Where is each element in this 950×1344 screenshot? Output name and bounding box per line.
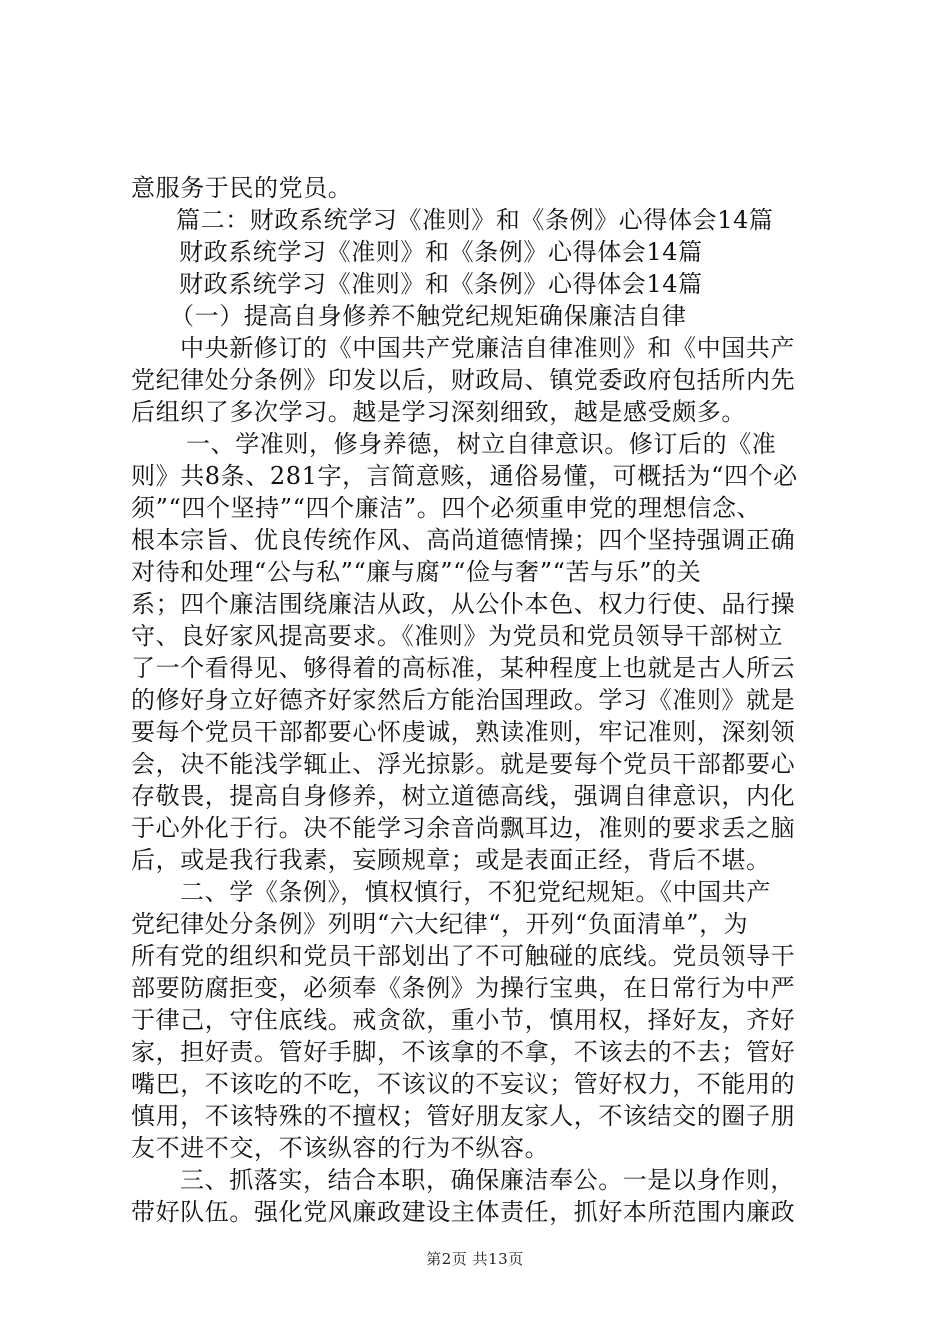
text-line: 三、抓落实，结合本职，确保廉洁奉公。一是以身作则， [180, 1166, 795, 1194]
text-line: 所有党的组织和党员干部划出了不可触碰的底线。党员领导干 [131, 942, 796, 970]
section-heading: 财政系统学习《准则》和《条例》心得体会14篇 [179, 238, 703, 266]
text-line: 存敬畏，提高自身修养，树立道德高线，强调自律意识，内化 [131, 782, 796, 810]
text-line: 慎用，不该特殊的不擅权；管好朋友家人，不该结交的圈子朋 [131, 1102, 796, 1130]
text-line: 于心外化于行。决不能学习余音尚飘耳边，准则的要求丢之脑 [131, 814, 796, 842]
text-line: 守、良好家风提高要求。《准则》为党员和党员领导干部树立 [131, 622, 784, 650]
text-line: 会，决不能浅学辄止、浮光掠影。就是要每个党员干部都要心 [131, 750, 796, 778]
text-line: 根本宗旨、优良传统作风、高尚道德情操；四个坚持强调正确 [131, 526, 796, 554]
text-line: 后组织了多次学习。越是学习深刻细致，越是感受颇多。 [131, 398, 746, 426]
text-line: 了一个看得见、够得着的高标准，某种程度上也就是古人所云 [131, 654, 796, 682]
text-line: 党纪律处分条例》列明“六大纪律“，开列“负面清单”，为 [131, 910, 749, 938]
text-line: 意服务于民的党员。 [131, 174, 353, 202]
text-line: 二、学《条例》，慎权慎行，不犯党纪规矩。《中国共产 [180, 878, 771, 906]
section-heading: 篇二：财政系统学习《准则》和《条例》心得体会14篇 [176, 206, 774, 234]
text-line: 系；四个廉洁围绕廉洁从政，从公仆本色、权力行使、品行操 [131, 590, 796, 618]
subsection-heading: （一）提高自身修养不触党纪规矩确保廉洁自律 [170, 302, 687, 330]
text-line: 须”“四个坚持”“四个廉洁”。四个必须重申党的理想信念、 [131, 494, 762, 522]
section-heading: 财政系统学习《准则》和《条例》心得体会14篇 [179, 270, 703, 298]
text-line: 于律己，守住底线。戒贪欲，重小节，慎用权，择好友，齐好 [131, 1006, 796, 1034]
text-line: 带好队伍。强化党风廉政建设主体责任，抓好本所范围内廉政 [131, 1198, 796, 1226]
text-line: 后，或是我行我素，妄顾规章；或是表面正经，背后不堪。 [131, 846, 771, 874]
text-line: 部要防腐拒变，必须奉《条例》为操行宝典，在日常行为中严 [131, 974, 796, 1002]
text-line: 一、学准则，修身养德，树立自律意识。修订后的《准 [186, 430, 777, 458]
page-number-footer: 第2页 共13页 [426, 1250, 524, 1268]
text-line: 中央新修订的《中国共产党廉洁自律准则》和《中国共产 [180, 334, 795, 362]
text-line: 友不进不交，不该纵容的行为不纵容。 [131, 1134, 550, 1162]
text-line: 的修好身立好德齐好家然后方能治国理政。学习《准则》就是 [131, 686, 796, 714]
text-line: 嘴巴，不该吃的不吃，不该议的不妄议；管好权力，不能用的 [131, 1070, 796, 1098]
text-line: 要每个党员干部都要心怀虔诚，熟读准则，牢记准则，深刻领 [131, 718, 796, 746]
text-line: 党纪律处分条例》印发以后，财政局、镇党委政府包括所内先 [131, 366, 796, 394]
text-line: 对待和处理“公与私”“廉与腐”“俭与奢”“苦与乐”的关 [131, 558, 702, 586]
text-line: 家，担好责。管好手脚，不该拿的不拿，不该去的不去；管好 [131, 1038, 796, 1066]
text-line: 则》共8条、281字，言简意赅，通俗易懂，可概括为“四个必 [131, 462, 798, 490]
